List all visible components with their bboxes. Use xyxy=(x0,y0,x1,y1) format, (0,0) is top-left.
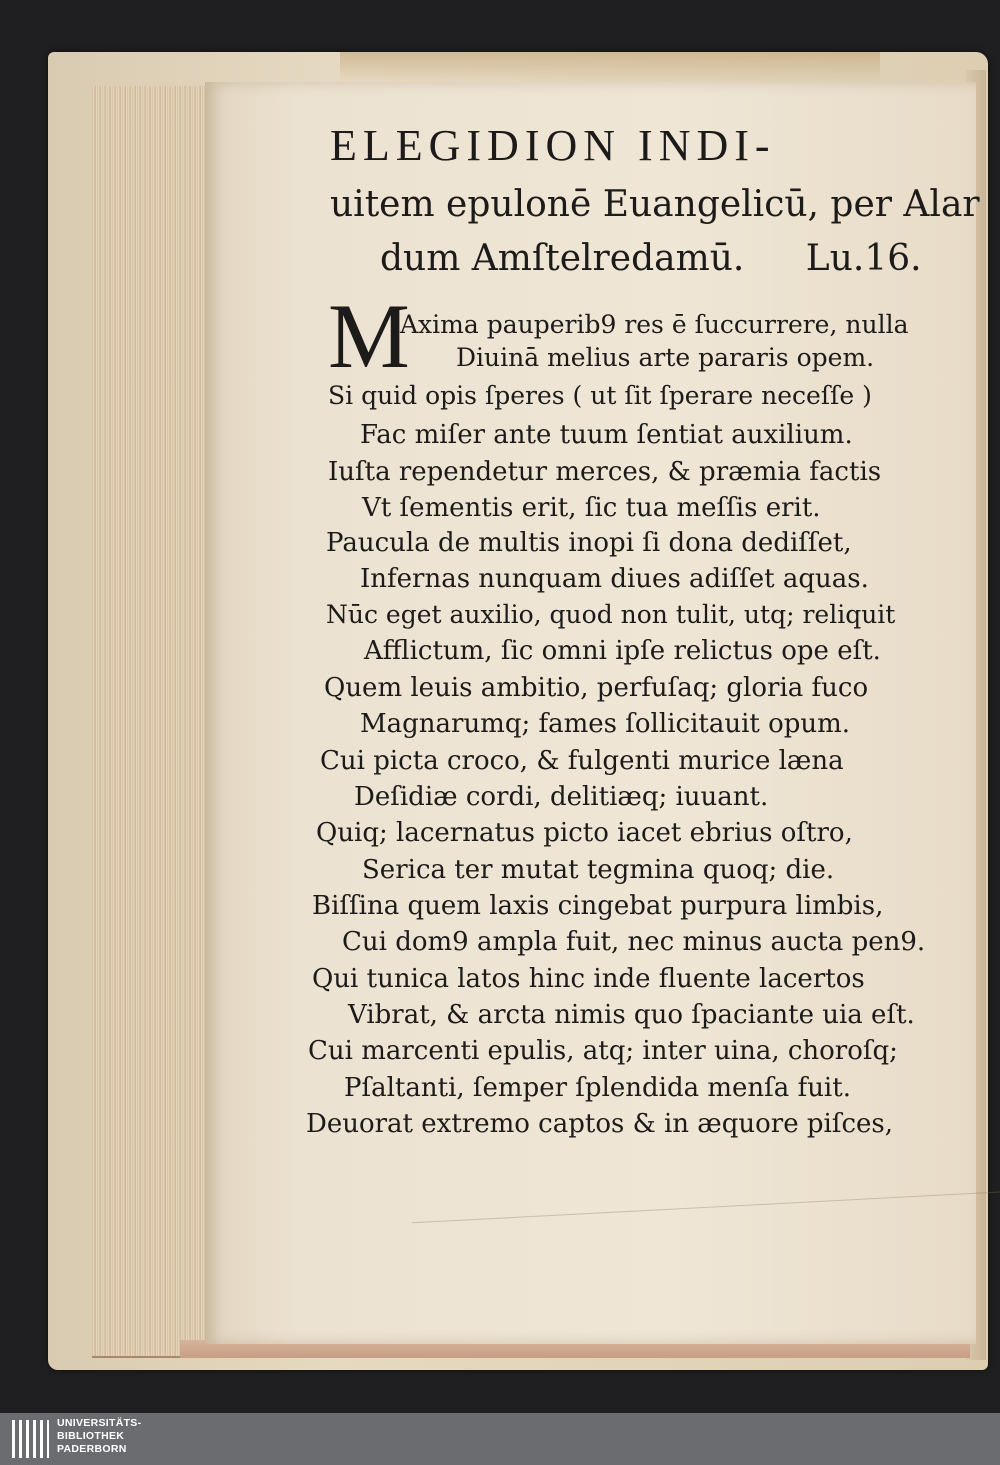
verse-line: Paucula de multis inopi ſi dona dediſſet, xyxy=(326,528,852,558)
verse-line: Cui picta croco, & fulgenti murice læna xyxy=(320,746,844,776)
verse-line: Magnarumq; fames ſollicitauit opum. xyxy=(360,709,851,739)
verse-line: Cui dom9 ampla fuit, nec minus aucta pen9. xyxy=(342,927,926,957)
verse-line: Cui marcenti epulis, atq; inter uina, choroſq; xyxy=(308,1036,898,1066)
verse-line: Axima pauperib9 res ē ſuccurrere, nulla xyxy=(400,310,909,339)
library-logo-icon xyxy=(10,1418,50,1460)
library-name-line-1: UNIVERSITÄTS- xyxy=(57,1417,142,1429)
cover-stain xyxy=(340,52,880,82)
verse-line: Infernas nunquam diues adiſſet aquas. xyxy=(360,564,869,594)
title-author: dum Amſtelredamū. xyxy=(380,238,745,279)
verse-line: Iuſta rependetur merces, & præmia factis xyxy=(328,457,882,487)
verse-line: Nūc eget auxilio, quod non tulit, utq; reliquit xyxy=(326,600,896,629)
verse-line: Afflictum, ſic omni ipſe relictus ope eſt. xyxy=(364,636,881,666)
drop-cap: M xyxy=(328,285,410,387)
verse-line: Quem leuis ambitio, perfuſaq; gloria fuco xyxy=(324,673,869,703)
title-line-2: uitem epulonē Euangelicū, per Alar xyxy=(330,184,980,225)
verse-line: Pſaltanti, ſemper ſplendida menſa fuit. xyxy=(344,1073,851,1103)
verse-line: Vibrat, & arcta nimis quo ſpaciante uia eſt. xyxy=(348,1000,915,1030)
verse-line: Deuorat extremo captos & in æquore piſces, xyxy=(306,1109,894,1139)
verse-line: Diuinā melius arte pararis opem. xyxy=(456,343,875,372)
verse-line: Deſidiæ cordi, delitiæq; iuuant. xyxy=(354,782,769,812)
verse-line: Qui tunica latos hinc inde fluente lacertos xyxy=(312,964,865,994)
library-name-line-3: PADERBORN xyxy=(57,1443,127,1455)
verse-line: Fac miſer ante tuum ſentiat auxilium. xyxy=(360,420,853,450)
page-crease xyxy=(412,1182,1000,1283)
verse-line: Serica ter mutat tegmina quoq; die. xyxy=(362,855,835,885)
title-line-1: ELEGIDION INDI- xyxy=(330,121,776,170)
verse-line: Biſſina quem laxis cingebat purpura limbis, xyxy=(312,891,884,921)
library-name-line-2: BIBLIOTHEK xyxy=(57,1430,125,1442)
library-name xyxy=(57,1417,141,1456)
page-stack-edges xyxy=(92,86,211,1358)
title-reference: Lu.16. xyxy=(805,238,922,279)
verse-line: Si quid opis ſperes ( ut ſit ſperare neceſſe ) xyxy=(328,381,872,410)
verse-line: Quiq; lacernatus picto iacet ebrius oſtro, xyxy=(316,818,853,848)
library-footer xyxy=(0,1413,1000,1465)
verse-line: Vt ſementis erit, ſic tua meſſis erit. xyxy=(362,493,821,523)
title-line-3 xyxy=(380,238,922,279)
